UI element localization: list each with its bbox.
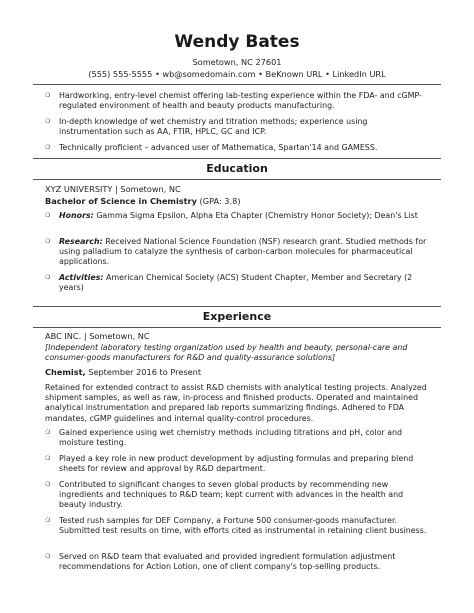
education-bottom-rule	[33, 179, 441, 180]
summary-item	[0, 91, 429, 117]
education-item	[0, 273, 429, 293]
bullet-icon: ❍	[45, 429, 51, 436]
research-text: Received National Science Foundation (NSF) research grant. Studied methods for using palladium to catalyze the synthesis of carbon-carbon molecules for pharmaceutical applications.	[59, 237, 427, 267]
bullet-icon: ❍	[45, 144, 51, 151]
experience-list	[0, 428, 429, 572]
contact-line: (555) 555-5555 • wb@somedomain.com • BeKnown URL • LinkedIn URL	[88, 69, 386, 79]
summary-text: Hardworking, entry-level chemist offering lab-testing experience within the FDA- and cGMP-regulated environment of health and beauty products manufacturing.	[59, 91, 422, 111]
experience-item	[0, 552, 429, 572]
summary-text: Technically proficient – advanced user of Mathematica, Spartan'14 and GAMESS.	[59, 143, 378, 152]
degree: Bachelor of Science in Chemistry	[45, 196, 197, 206]
education-item	[0, 237, 429, 273]
role-title: Chemist,	[45, 367, 86, 377]
experience-top-rule	[33, 306, 441, 307]
education-heading: Education	[206, 162, 268, 175]
bullet-icon: ❍	[45, 455, 51, 462]
header-divider	[33, 84, 441, 85]
employer-description: [Independent laboratory testing organization used by health and beauty, personal-care and consumer-goods manufacturers for R&D and quality-assurance solutions]	[45, 343, 408, 363]
bullet-icon: ❍	[45, 481, 51, 488]
experience-item	[0, 480, 429, 516]
experience-text: Contributed to significant changes to seven global products by recommending new ingredients and techniques to R&D team; kept current with advances in the health and beauty industry.	[59, 480, 404, 510]
role-line	[45, 367, 201, 377]
experience-item	[0, 516, 429, 552]
research-label: Research:	[59, 237, 103, 246]
bullet-icon: ❍	[45, 212, 51, 219]
summary-text: In-depth knowledge of wet chemistry and titration methods; experience using instrumentation such as AA, FTIR, HPLC, GC and ICP.	[59, 117, 368, 137]
activities-text: American Chemical Society (ACS) Student Chapter, Member and Secretary (2 years)	[59, 273, 413, 293]
education-school: XYZ UNIVERSITY | Sometown, NC	[45, 184, 181, 194]
honors-label: Honors:	[59, 211, 94, 220]
address: Sometown, NC 27601	[192, 57, 282, 67]
employer: ABC INC. | Sometown, NC	[45, 331, 150, 341]
role-dates: September 2016 to Present	[85, 367, 202, 377]
candidate-name: Wendy Bates	[174, 32, 300, 52]
activities-label: Activities:	[59, 273, 104, 282]
bullet-icon: ❍	[45, 238, 51, 245]
bullet-icon: ❍	[45, 553, 51, 560]
experience-item	[0, 454, 429, 480]
education-top-rule	[33, 158, 441, 159]
honors-text: Gamma Sigma Epsilon, Alpha Eta Chapter (Chemistry Honor Society); Dean's List	[93, 211, 418, 220]
bullet-icon: ❍	[45, 274, 51, 281]
education-item	[0, 211, 429, 237]
summary-item	[0, 143, 429, 153]
experience-bottom-rule	[33, 327, 441, 328]
experience-item	[0, 428, 429, 454]
bullet-icon: ❍	[45, 118, 51, 125]
experience-text: Tested rush samples for DEF Company, a Fortune 500 consumer-goods manufacturer. Submitted test results on time, with efforts cited as instrumental in retaining client business.	[59, 516, 427, 536]
summary-list	[0, 91, 429, 153]
experience-text: Served on R&D team that evaluated and provided ingredient formulation adjustment recommendations for Action Lotion, one of client company's top-selling products.	[59, 552, 396, 572]
education-degree-line	[45, 196, 241, 206]
summary-item	[0, 117, 429, 143]
role-summary: Retained for extended contract to assist R&D chemists with analytical testing projects. Analyzed shipment samples, as well as raw, in-process and finished products. Operated and maintained analytical instrumentation and prepared lab reports summarizing findings. Adhered to FDA mandates, cGMP guidelines and internal quality-control procedures.	[45, 383, 427, 423]
gpa: (GPA: 3.8)	[196, 196, 241, 206]
bullet-icon: ❍	[45, 517, 51, 524]
experience-text: Gained experience using wet chemistry methods including titrations and pH, color and moisture testing.	[59, 428, 403, 448]
education-list	[0, 211, 429, 293]
bullet-icon: ❍	[45, 92, 51, 99]
experience-heading: Experience	[202, 310, 272, 323]
experience-text: Played a key role in new product development by adjusting formulas and preparing blend sheets for review and approval by R&D department.	[59, 454, 414, 474]
